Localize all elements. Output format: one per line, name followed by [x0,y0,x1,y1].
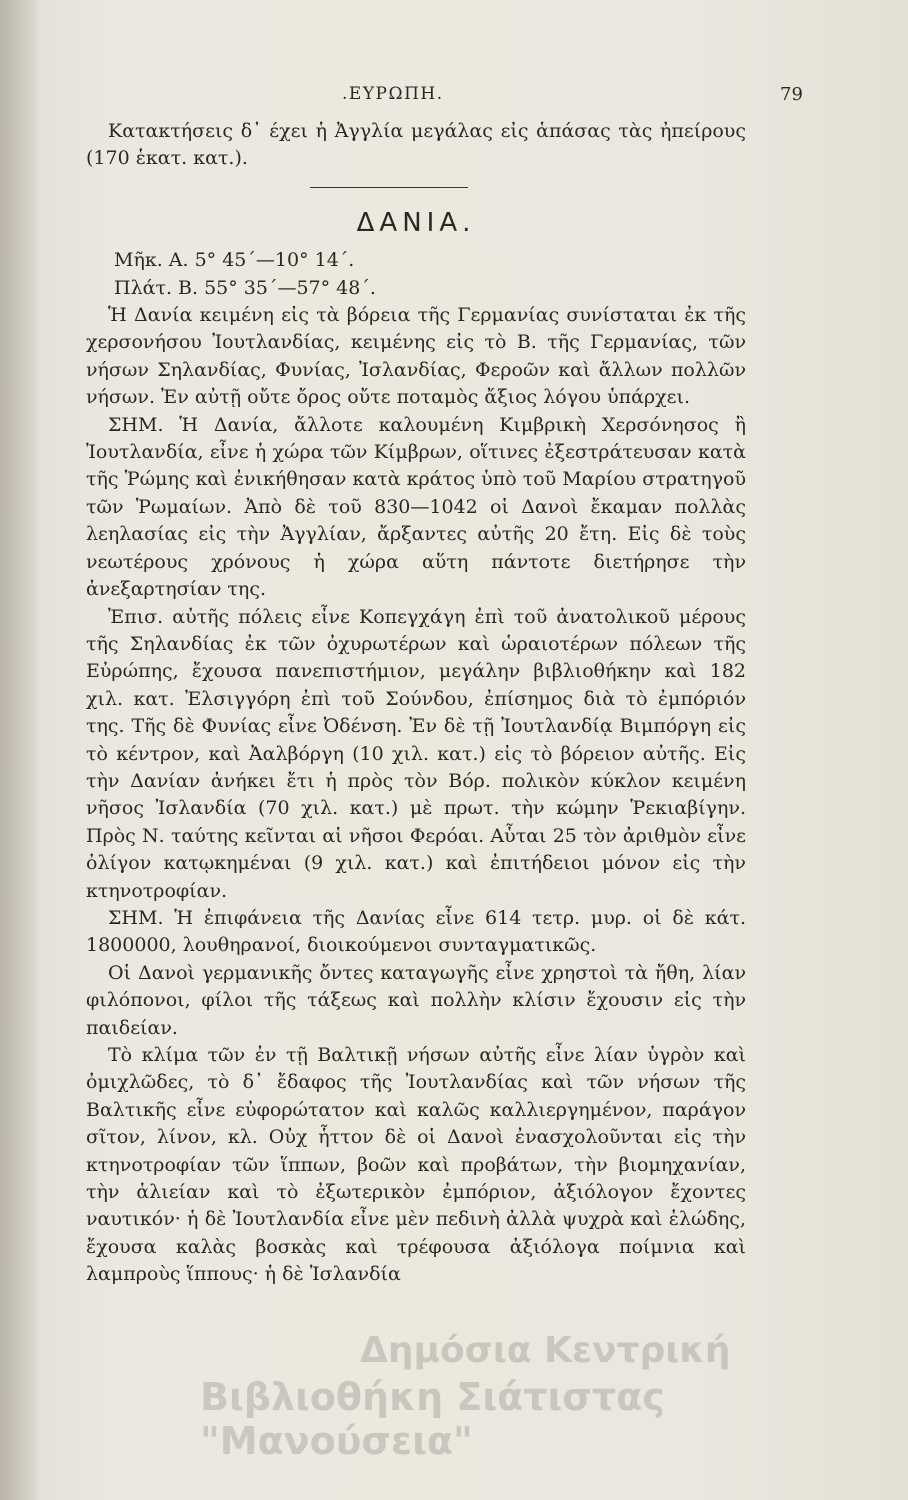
paragraph-history-note: ΣΗΜ. Ἡ Δανία, ἄλλοτε καλουμένη Κιμβρικὴ Χερσόνησος ἢ Ἰουτλανδία, εἶνε ἡ χώρα τῶν Κίμβρων, οἵτινες ἐξεστράτευσαν κατὰ τῆς Ῥώμης καὶ ἐνικήθησαν κατὰ κράτος ὑπὸ τοῦ Μαρίου στρατηγοῦ τῶν Ῥωμαίων. Ἀπὸ δὲ τοῦ 830—1042 οἱ Δανοὶ ἔκαμαν πολλὰς λεηλασίας εἰς τὴν Ἀγγλίαν, ἄρξαντες αὐτῆς 20 ἔτη. Εἰς δὲ τοὺς νεωτέρους χρόνους ἡ χώρα αὕτη πάντοτε διετήρησε τὴν ἀνεξαρτησίαν της. [86,413,746,601]
page-spine-shadow [0,0,40,1500]
latitude-line: Πλάτ. Β. 55° 35΄—57° 48΄. [114,276,376,299]
page-number: 79 [780,84,803,105]
watermark-line-2: Βιβλιοθήκη Σιάτιστας "Μανούσεια" [200,1375,665,1463]
text-body [86,118,746,1289]
watermark-line-1: Δημόσια Κεντρική [360,1330,731,1371]
paragraph-cities: Ἐπισ. αὐτῆς πόλεις εἶνε Κοπεγχάγη ἐπὶ τοῦ ἀνατολικοῦ μέρους τῆς Σηλανδίας ἐκ τῶν ὀχυρωτέρων καὶ ὡραιοτέρων πόλεων τῆς Εὐρώπης, ἔχουσα πανεπιστήμιον, μεγάλην βιβλιοθήκην καὶ 182 χιλ. κατ. Ἐλσιγγόρη ἐπὶ τοῦ Σούνδου, ἐπίσημος διὰ τὸ ἐμπόριόν της. Τῆς δὲ Φυνίας εἶνε Ὀδένση. Ἐν δὲ τῇ Ἰουτλανδίᾳ Βιμπόργη εἰς τὸ κέντρον, καὶ Ἀαλβόργη (10 χιλ. κατ.) εἰς τὸ βόρειον αὐτῆς. Εἰς τὴν Δανίαν ἀνήκει ἔτι ἡ πρὸς τὸν Βόρ. πολικὸν κύκλον κειμένη νῆσος Ἰσλανδία (70 χιλ. κατ.) μὲ πρωτ. τὴν κώμην Ῥεκιαβίγην. Πρὸς Ν. ταύτης κεῖνται αἱ νῆσοι Φερόαι. Αὗται 25 τὸν ἀριθμὸν εἶνε ὀλίγον κατῳκημέναι (9 χιλ. κατ.) καὶ ἐπιτήδειοι μόνον εἰς τὴν κτηνοτροφίαν. [86,605,746,902]
paragraph-climate: Τὸ κλίμα τῶν ἐν τῇ Βαλτικῇ νήσων αὐτῆς εἶνε λίαν ὑγρὸν καὶ ὀμιχλῶδες, τὸ δ᾽ ἔδαφος τῆς Ἰουτλανδίας καὶ τῶν νήσων τῆς Βαλτικῆς εἶνε εὐφορώτατον καὶ καλῶς καλλιεργημένον, παράγον σῖτον, λίνον, κλ. Οὐχ ἧττον δὲ οἱ Δανοὶ ἐνασχολοῦνται εἰς τὴν κτηνοτροφίαν τῶν ἵππων, βοῶν καὶ προβάτων, τὴν βιομηχανίαν, τὴν ἁλιείαν καὶ τὸ ἐξωτερικὸν ἐμπόριον, ἀξιόλογον ἔχοντες ναυτικόν· ἡ δὲ Ἰουτλανδία εἶνε μὲν πεδινὴ ἀλλὰ ψυχρὰ καὶ ἑλώδης, ἔχουσα καλὰς βοσκὰς καὶ τρέφουσα ἀξιόλογα ποίμνια καὶ λαμπροὺς ἵππους· ἡ δὲ Ἰσλανδία [86,1044,746,1286]
intro-paragraph: Κατακτήσεις δ᾽ έχει ἡ Ἀγγλία μεγάλας εἰς ἁπάσας τὰς ἠπείρους (170 ἑκατ. κατ.). [86,120,746,170]
paragraph-people: Οἱ Δανοὶ γερμανικῆς ὄντες καταγωγῆς εἶνε χρηστοὶ τὰ ἤθη, λίαν φιλόπονοι, φίλοι τῆς τάξεως καὶ πολλὴν κλίσιν ἔχουσιν εἰς τὴν παιδείαν. [86,961,746,1039]
coordinates-block [86,247,746,302]
library-watermark [200,1330,900,1463]
paragraph-area-note: ΣΗΜ. Ἡ ἐπιφάνεια τῆς Δανίας εἶνε 614 τετρ. μυρ. οἱ δὲ κάτ. 1800000, λουθηρανοί, διοικούμενοι συνταγματικῶς. [86,906,746,957]
section-title: ΔΑΝΙΑ. [356,207,476,238]
section-divider [310,187,468,188]
longitude-line: Μῆκ. Α. 5° 45΄—10° 14΄. [114,249,355,272]
paragraph-geography: Ἡ Δανία κειμένη εἰς τὰ βόρεια τῆς Γερμανίας συνίσταται ἐκ τῆς χερσονήσου Ἰουτλανδίας, κειμένης εἰς τὸ Β. τῆς Γερμανίας, τῶν νήσων Σηλανδίας, Φυνίας, Ἰσλανδίας, Φεροῶν καὶ ἄλλων πολλῶν νήσων. Ἐν αὐτῇ οὔτε ὄρος οὔτε ποταμὸς ἄξιος λόγου ὑπάρχει. [86,304,746,409]
page-header [0,84,908,114]
running-title: .ΕΥΡΩΠΗ. [342,84,444,104]
